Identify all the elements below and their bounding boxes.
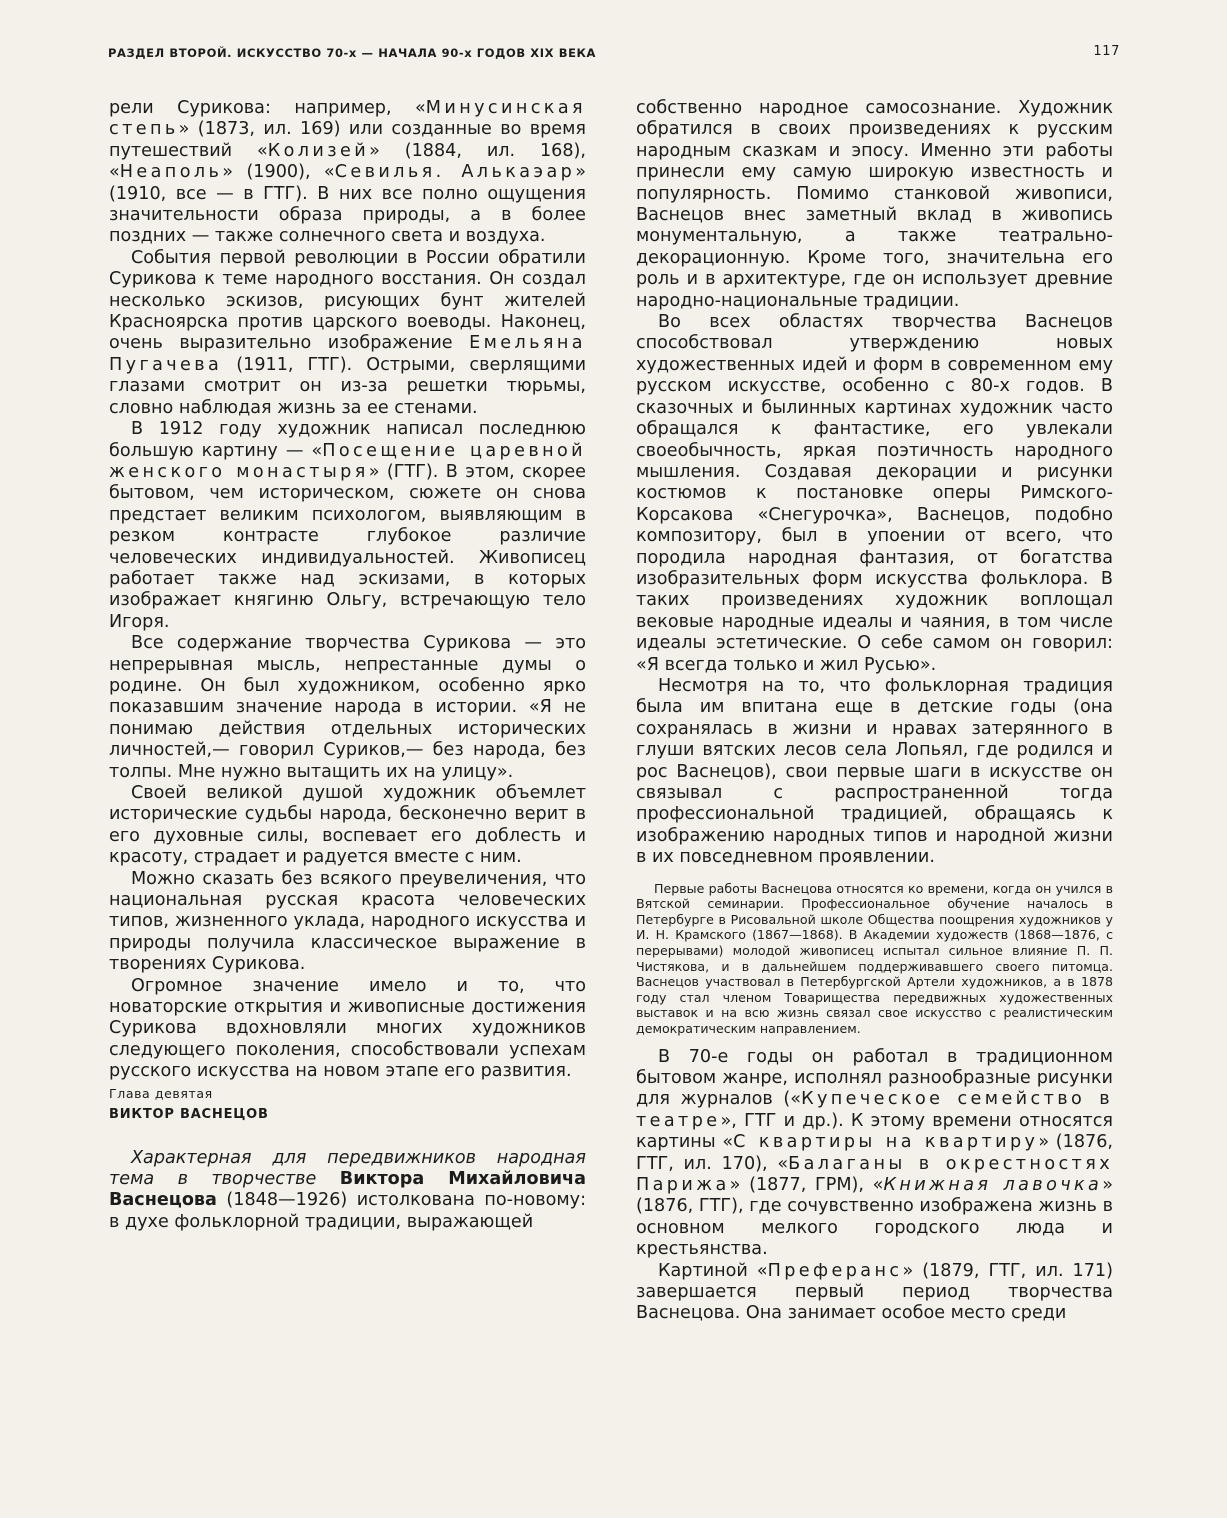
paragraph: Своей великой душой художник объемлет исторические судьбы народа, бесконечно верит в его духовные силы, воспевает его доблесть и красоту, страдает и радуется вместе с ним.	[109, 783, 586, 868]
paragraph: рели Сурикова: например, «Минусинская степь» (1873, ил. 169) или созданные во время путешествий «Колизей» (1884, ил. 168), «Неаполь» (1900), «Севилья. Алькаэар» (1910, все — в ГТГ). В них все полно ощущения значительности образа природы, а в более поздних — также солнечного света и воздуха.	[109, 98, 586, 247]
page-number: 117	[1093, 44, 1120, 59]
paragraph: В 70-е годы он работал в традиционном бытовом жанре, исполнял разнообразные рисунки для журналов («Купеческое семейство в театре», ГТГ и др.). К этому времени относятся картины «С квартиры на квартиру» (1876, ГТГ, ил. 170), «Балаганы в окрестностях Парижа» (1877, ГРМ), «Книжная лавочка» (1876, ГТГ), где сочувственно изображена жизнь в основном мелкого городского люда и крестьянства.	[636, 1046, 1114, 1260]
biographical-note	[636, 881, 1113, 1037]
paragraph: Картиной «Преферанс» (1879, ГТГ, ил. 171) завершается первый период творчества Васнецова. Она занимает особое место среди	[636, 1260, 1113, 1324]
paragraph: собственно народное самосознание. Художник обратился в своих произведениях к русским народным сказкам и эпосу. Именно эти работы принесли ему самую широкую известность и популярность. Помимо станковой живописи, Васнецов внес заметный вклад в живопись монументальную, а также театрально-декорационную. Кроме того, значительна его роль и в архитектуре, где он использует древние народно-национальные традиции.	[636, 98, 1113, 311]
paragraph: Огромное значение имело и то, что новаторские открытия и живописные достижения Сурикова вдохновляли многих художников следующего поколения, способствовали успехам русского искусства на новом этапе его развития.	[109, 975, 586, 1082]
left-column	[109, 98, 586, 1233]
paragraph: Во всех областях творчества Васнецов способствовал утверждению новых художественных идей и форм в современном ему русском искусстве, особенно с 80-х годов. В сказочных и былинных картинах художник часто обращался к фантастике, его увлекали своеобычность, яркая поэтичность народного мышления. Создавая декорации и рисунки костюмов к постановке оперы Римского-Корсакова «Снегурочка», Васнецов, подобно композитору, был в упоении от всего, что породила народная фантазия, от богатства изобразительных форм искусства фольклора. В таких произведениях художник воплощал вековые народные идеалы и чаяния, в том числе идеалы эстетические. О себе самом он говорил: «Я всегда только и жил Русью».	[636, 312, 1113, 675]
note-text: Первые работы Васнецова относятся ко времени, когда он учился в Вятской семинарии. Профессиональное обучение началось в Петербурге в Рисовальной школе Общества поощрения художников у И. Н. Крамского (1867—1868). В Академии художеств (1868—1876, с перерывами) молодой живописец испытал сильное влияние П. П. Чистякова, и в дальнейшем поддерживавшего своего питомца. Васнецов участвовал в Петербургской Артели художников, а в 1878 году стал членом Товарищества передвижных художественных выставок и на всю жизнь связал свое искусство с реалистическим демократическим направлением.	[636, 880, 1113, 1036]
right-column	[636, 98, 1113, 1325]
paragraph: Можно сказать без всякого преувеличения, что национальная русская красота человеческих типов, жизненного уклада, народного искусства и природы получила классическое выражение в творениях Сурикова.	[109, 868, 586, 975]
chapter-title: ВИКТОР ВАСНЕЦОВ	[109, 1107, 269, 1123]
chapter-intro: Характерная для передвижников народная тема в творчестве Виктора Михайловича Васнецова (1848—1926) истолкована по-новому: в духе фольклорной традиции, выражающей	[109, 1147, 586, 1232]
paragraph: Несмотря на то, что фольклорная традиция была им впитана еще в детские годы (она сохранялась в жизни и нравах затерянного в глуши вятских лесов села Лопьял, где родился и рос Васнецов), свои первые шаги в искусстве он связывал с распространенной тогда профессиональной традицией, обращаясь к изображению народных типов и народной жизни в их повседневном проявлении.	[636, 675, 1113, 868]
page-header	[108, 44, 1120, 66]
running-title: РАЗДЕЛ ВТОРОЙ. ИСКУССТВО 70-х — НАЧАЛА 90-х ГОДОВ XIX ВЕКА	[108, 46, 597, 60]
paragraph: События первой революции в России обратили Сурикова к теме народного восстания. Он создал несколько эскизов, рисующих бунт жителей Красноярска против царского воеводы. Наконец, очень выразительно изображение Емельяна Пугачева (1911, ГТГ). Острыми, сверлящими глазами смотрит он из-за решетки тюрьмы, словно наблюдая жизнь за ее стенами.	[109, 247, 586, 418]
paragraph: Все содержание творчества Сурикова — это непрерывная мысль, непрестанные думы о родине. Он был художником, особенно ярко показавшим значение народа в истории. «Я не понимаю действия отдельных исторических личностей,— говорил Суриков,— без народа, без толпы. Мне нужно вытащить их на улицу».	[109, 633, 586, 782]
paragraph: В 1912 году художник написал последнюю большую картину — «Посещение царевной женского монастыря» (ГТГ). В этом, скорее бытовом, чем историческом, сюжете он снова предстает великим психологом, выявляющим в резком контрасте глубокое различие человеческих индивидуальностей. Живописец работает также над эскизами, в которых изображает княгиню Ольгу, встречающую тело Игоря.	[109, 419, 586, 632]
chapter-label: Глава девятая	[109, 1085, 213, 1101]
